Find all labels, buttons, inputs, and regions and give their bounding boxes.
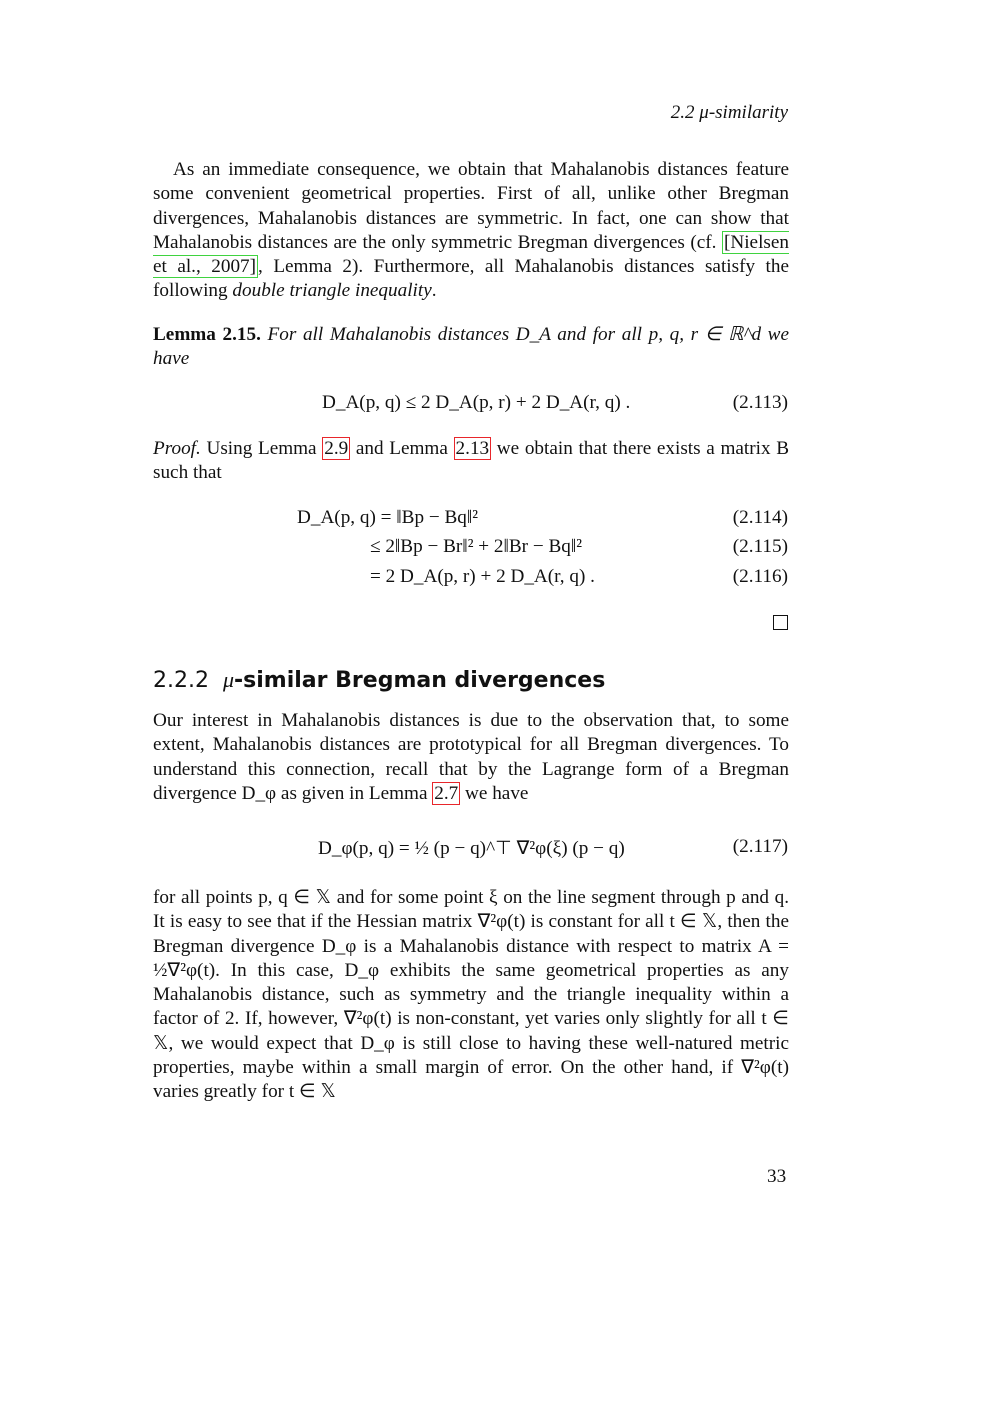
ref-lemma-2-13[interactable]: 2.13 — [455, 438, 490, 459]
body2-text-a: Our interest in Mahalanobis distances is due to the observation that, to some extent, Mahalanobis distances are prototypical for all Bregman divergences. To understand this connection, recall that by the Lagrange form of a Bregman divergence D_φ as given in Lemma — [153, 710, 789, 804]
intro-paragraph — [153, 158, 789, 304]
equation-number-2-116: (2.116) — [732, 566, 788, 587]
intro-text-b: , Lemma 2). Furthermore, all Mahalanobis distances satisfy the following — [153, 256, 789, 302]
equation-number-2-113: (2.113) — [732, 392, 788, 413]
equation-2-115: ≤ 2‖Bp − Br‖² + 2‖Br − Bq‖² — [370, 536, 582, 557]
intro-text-a: As an immediate consequence, we obtain that Mahalanobis distances feature some convenient geometrical properties. First of all, unlike other Bregman divergences, Mahalanobis distances are symmetric. In fact, one can show that Mahalanobis distances are the only symmetric Bregman divergences (cf. — [153, 159, 789, 253]
equation-2-113: D_A(p, q) ≤ 2 D_A(p, r) + 2 D_A(r, q) . — [322, 392, 631, 413]
body-paragraph-3 — [153, 886, 789, 1105]
running-header: 2.2 μ-similarity — [670, 102, 788, 123]
proof-text-c: we obtain that there exists a matrix B such that — [153, 438, 790, 484]
citation-link[interactable]: [Nielsen et al., 2007] — [153, 231, 789, 278]
proof-text-b: and Lemma — [350, 438, 454, 459]
qed-square-icon — [773, 615, 788, 630]
body3-text: for all points p, q ∈ 𝕏 and for some point ξ on the line segment through p and q. It is easy to see that if the Hessian matrix ∇²φ(t) is constant for all t ∈ 𝕏, then the Bregman divergence D_φ is a Mahalanobis distance with respect to matrix A = ½∇²φ(t). In this case, D_φ exhibits the same geometrical properties as any Mahalanobis distance, such as symmetry and the triangle inequality within a factor of 2. If, however, ∇²φ(t) is non-constant, yet varies only slightly for all t ∈ 𝕏, we would expect that D_φ is still close to having these well-natured metric properties, maybe within a small margin of error. On the other hand, if ∇²φ(t) varies greatly for t ∈ 𝕏 — [153, 887, 789, 1103]
equation-2-114: D_A(p, q) = ‖Bp − Bq‖² — [297, 507, 479, 528]
proof-block — [153, 437, 789, 486]
body2-text-b: we have — [460, 782, 529, 804]
page-number: 33 — [767, 1166, 787, 1187]
equation-number-2-115: (2.115) — [732, 536, 788, 557]
body-paragraph-2 — [153, 709, 789, 806]
section-mu: μ — [222, 667, 235, 692]
equation-number-2-117: (2.117) — [732, 836, 788, 857]
section-title: -similar Bregman divergences — [234, 668, 606, 693]
intro-text-c: . — [431, 280, 437, 302]
section-heading — [153, 667, 605, 693]
proof-text-a: Using Lemma — [200, 438, 323, 459]
equation-2-117: D_φ(p, q) = ½ (p − q)^⊤ ∇²φ(ξ) (p − q) — [318, 838, 625, 859]
equation-2-116: = 2 D_A(p, r) + 2 D_A(r, q) . — [370, 566, 595, 587]
intro-emph: double triangle inequality — [232, 280, 432, 302]
proof-label: Proof. — [153, 438, 201, 459]
lemma-block — [153, 323, 789, 372]
ref-lemma-2-9[interactable]: 2.9 — [324, 438, 349, 459]
section-number: 2.2.2 — [153, 668, 209, 693]
lemma-statement: For all Mahalanobis distances D_A and for all p, q, r ∈ ℝ^d we have — [153, 324, 789, 370]
equation-number-2-114: (2.114) — [732, 507, 788, 528]
ref-lemma-2-7[interactable]: 2.7 — [434, 782, 459, 804]
lemma-label: Lemma 2.15. — [153, 324, 261, 345]
